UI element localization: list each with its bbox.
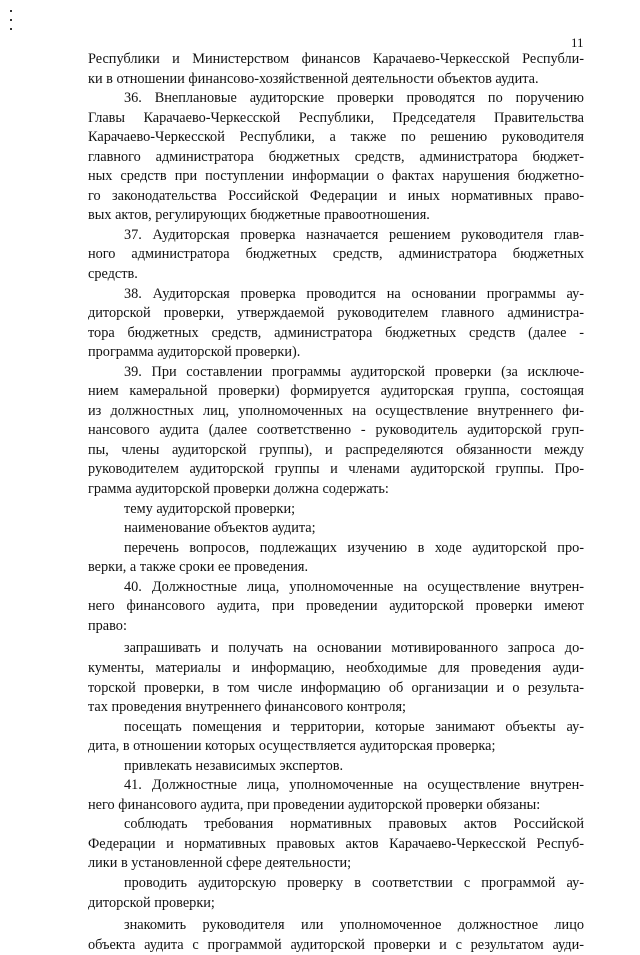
text-line: знакомить руководителя или уполномоченное должностное лицо [124,917,584,934]
text-line: ного администратора бюджетных средств, администратора бюджетных [88,246,584,263]
text-line: посещать помещения и территории, которые занимают объекты ау- [124,718,584,735]
text-line: право: [88,617,127,634]
text-line: го законодательства Российской Федерации и иных нормативных право- [88,187,584,204]
text-line: руководителем аудиторской группы и членами аудиторской группы. Про- [88,461,584,478]
text-line: программа аудиторской проверки). [88,344,301,361]
text-line: Федерации и нормативных правовых актов Карачаево-Черкесской Респуб- [88,835,584,852]
text-line: средств. [88,266,138,283]
text-line: верки, а также сроки ее проведения. [88,559,309,576]
text-line: тора бюджетных средств, администратора бюджетных средств (далее - [88,324,584,341]
text-line: торской проверки, в том числе информацию об организации и о результа- [88,679,584,696]
text-line: пы, члены аудиторской группы), и распределяются обязанности между [88,441,584,458]
text-line: объекта аудита с программой аудиторской проверки и с результатом ауди- [88,936,584,953]
text-line: Республики и Министерством финансов Карачаево-Черкесской Республи- [88,51,584,67]
text-line: тах проведения внутреннего финансового контроля; [88,699,407,716]
text-line: главного администратора бюджетных средств, администратора бюджет- [88,148,584,165]
page-number: 11 [571,35,584,50]
margin-punch-marks [8,10,14,40]
text-line: вых актов, регулирующих бюджетные правоотношения. [88,207,430,224]
document-body [88,50,584,955]
text-line: Карачаево-Черкесской Республики, а также по решению руководителя [88,129,584,146]
text-line: ных средств при поступлении информации о фактах нарушения бюджетно- [88,168,584,185]
text-line: 38. Аудиторская проверка проводится на основании программы ау- [124,285,584,302]
text-line: 40. Должностные лица, уполномоченные на осуществление внутрен- [124,578,584,595]
text-line: тему аудиторской проверки; [124,500,296,517]
text-line: грамма аудиторской проверки должна содержать: [88,481,389,498]
text-line: 36. Внеплановые аудиторские проверки проводятся по поручению [124,90,584,107]
text-line: из должностных лиц, уполномоченных на осуществление внутреннего фи- [88,402,584,419]
text-line: соблюдать требования нормативных правовых актов Российской [124,816,584,833]
text-line: перечень вопросов, подлежащих изучению в ходе аудиторской про- [124,539,584,556]
text-line: 39. При составлении программы аудиторской проверки (за исключе- [124,363,584,380]
text-line: привлекать независимых экспертов. [124,757,344,774]
text-line: Главы Карачаево-Черкесской Республики, Председателя Правительства [88,109,584,126]
text-line: него финансового аудита, при проведении аудиторской проверки имеют [88,598,584,615]
text-line: нансового аудита (далее соответственно - руководитель аудиторской груп- [88,422,584,439]
text-line: наименование объектов аудита; [124,520,316,537]
text-line: ки в отношении финансово-хозяйственной деятельности объектов аудита. [88,70,539,87]
text-line: кументы, материалы и информацию, необходимые для проведения ауди- [88,659,584,676]
text-line: нием камеральной проверки) формируется аудиторская группа, состоящая [88,383,584,400]
text-line: лики в установленной сфере деятельности; [88,855,352,872]
text-line: дита, в отношении которых осуществляется аудиторская проверка; [88,738,496,755]
text-line: диторской проверки, утверждаемой руководителем главного администра- [88,305,584,322]
text-line: 41. Должностные лица, уполномоченные на осуществление внутрен- [124,777,584,794]
text-line: 37. Аудиторская проверка назначается решением руководителя глав- [124,226,584,243]
text-line: проводить аудиторскую проверку в соответствии с программой ау- [124,874,584,891]
text-line: него финансового аудита, при проведении аудиторской проверки обязаны: [88,796,541,813]
text-line: запрашивать и получать на основании мотивированного запроса до- [124,640,584,657]
text-line: диторской проверки; [88,894,215,911]
